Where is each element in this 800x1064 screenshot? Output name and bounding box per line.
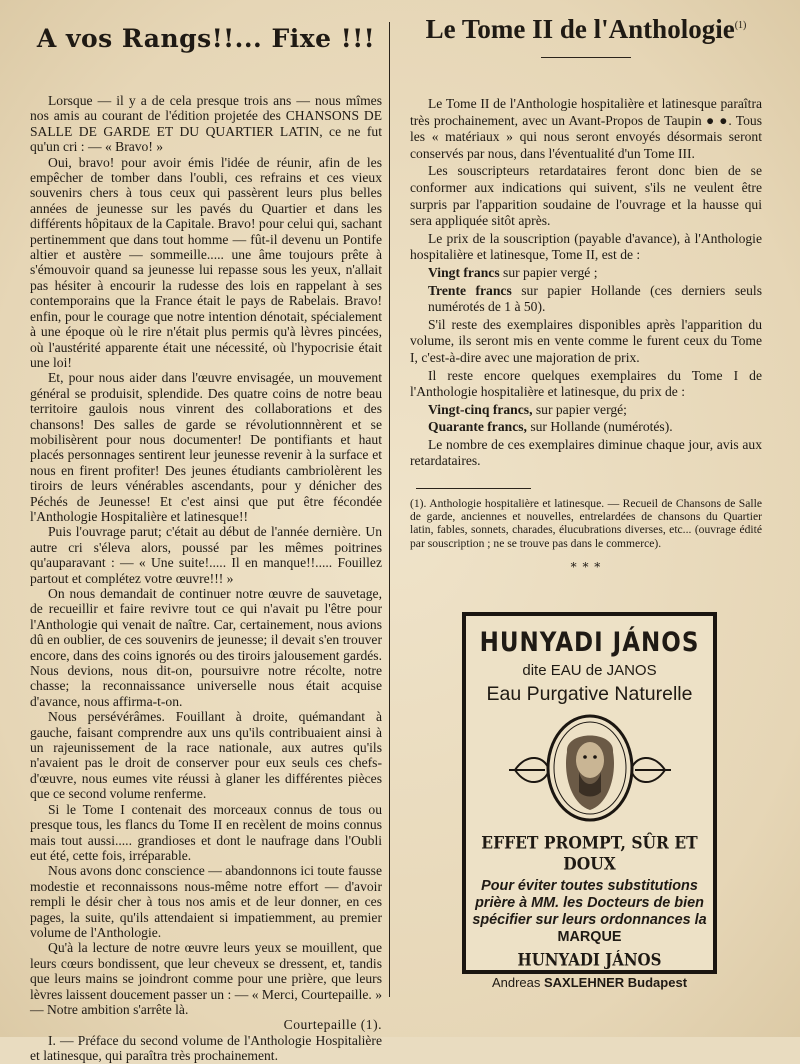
price-label: Trente francs <box>428 282 512 298</box>
title-footnote-marker: (1) <box>734 20 747 31</box>
left-paragraph: Si le Tome I contenait des morceaux connus de tous ou presque tous, les flancs du Tome II en recèlent de moins connus mais tout aussi..... grandioses et dont le naufrage dans l'Oubli eut été, cette fois, irréparable. <box>30 801 382 863</box>
left-article-title: A vos Rangs!!... Fixe !!! <box>36 24 376 53</box>
right-article-title <box>410 14 762 45</box>
left-article-body <box>30 93 382 1064</box>
title-rule <box>541 57 631 58</box>
right-paragraph: Le nombre de ces exemplaires diminue chaque jour, avis aux retardataires. <box>410 436 762 469</box>
ad-tagline: EFFET PROMPT, SÛR ET DOUX <box>481 832 698 874</box>
right-paragraph: S'il reste des exemplaires disponibles après l'apparition du volume, ils seront mis en vente comme le furent ceux du Tome I, c'est-à-dire avec une majoration de prix. <box>410 316 762 365</box>
price-line <box>410 283 762 316</box>
column-divider <box>389 22 390 997</box>
right-footnote: (1). Anthologie hospitalière et latinesque. — Recueil de Chansons de Salle de garde, anciennes et nouvelles, entrelardées de chansons du Quartier latin, fables, sonnets, charades, élucubrations diverses, etc... (ouvrage édité par souscription ; ne se trouve pas dans le commerce). <box>410 497 762 550</box>
right-column <box>410 14 762 582</box>
right-paragraph: Le prix de la souscription (payable d'avance), à l'Anthologie hospitalière et latinesque, Tome II, est de : <box>410 230 762 263</box>
price-line <box>410 265 762 282</box>
portrait-illustration <box>505 712 675 824</box>
right-article-body <box>410 96 762 470</box>
right-paragraph: Il reste encore quelques exemplaires du Tome I de l'Anthologie hospitalière et latinesque, du prix de : <box>410 367 762 400</box>
ad-brand-name: HUNYADI JÁNOS <box>479 628 700 658</box>
ad-product-line: Eau Purgative Naturelle <box>486 683 693 705</box>
price-detail: sur papier Hollande (ces derniers seuls numérotés de 1 à 50). <box>428 282 763 315</box>
ad-subtitle: dite EAU de JANOS <box>522 662 657 679</box>
ad-marque: MARQUE <box>557 929 622 945</box>
price-label: Vingt-cinq francs, <box>428 401 533 417</box>
right-paragraph: Le Tome II de l'Anthologie hospitalière et latinesque paraîtra très prochainement, avec un Avant-Propos de Taupin ● ●. Tous les « matériaux » qui nous seront envoyés désormais seront conservés par nous, dans l'éventualité d'un Tome III. <box>410 96 762 161</box>
right-title-text: Le Tome II de l'Anthologie <box>425 14 735 44</box>
ad-manufacturer <box>466 975 713 990</box>
price-label: Vingt francs <box>428 264 500 280</box>
left-paragraph: Lorsque — il y a de cela presque trois ans — nous mîmes nos amis au courant de l'édition projetée des CHANSONS DE SALLE DE GARDE ET DU QUARTIER LATIN, ce ne fut qu'un cri : — « Bravo! » <box>30 93 382 155</box>
left-paragraph: On nous demandait de continuer notre œuvre de sauvetage, de recueillir et faire revivre tout ce qui n'avait pu l'être pour l'Anthologie qui venait de naître. Car, certainement, nous avions dû en oublier, de ces souvenirs de jeunesse; il devait s'en trouver encore, dans des coins ignorés ou des tiroirs jalousement gardés. Nous devions, nous dit-on, poursuivre notre récolte, notre chasse; la reconnaissance universelle nous était acquise d'avance, nous affirma-t-on. <box>30 586 382 709</box>
left-paragraph: Nous avons donc conscience — abandonnons ici toute fausse modestie et reconnaissons nous-même notre effort — d'avoir rempli le désir cher à tous nos amis et de leur donner, en ces pages, la suite, qu'ils attendaient si impatiemment, au premier volume de l'Anthologie. <box>30 863 382 940</box>
price-detail: sur papier vergé; <box>532 401 627 417</box>
ad-maker-first: Andreas <box>491 975 544 990</box>
left-paragraph: Puis l'ouvrage parut; c'était au début de l'année dernière. Un autre cri s'éleva alors, poussé par les mêmes poitrines qu'auparavant : — « Une suite!..... Il en manque!!..... Fouillez partout et complétez votre œuvre!!! » <box>30 524 382 586</box>
hunyadi-janos-advertisement <box>462 612 717 990</box>
price-detail: sur papier vergé ; <box>499 264 598 280</box>
footnote-rule <box>416 488 531 489</box>
left-paragraph: Nous persévérâmes. Fouillant à droite, quémandant à gauche, faisant comprendre aux uns qu'ils contribuaient ainsi à un rajeunissement de la race nationale, aux autres qu'ils n'avaient pas le droit de conserver pour eux seuls ces chefs-d'œuvre, nous eumes vite réussi à glaner les différentes pièces que ce second volume renferme. <box>30 709 382 802</box>
left-paragraph: Et, pour nous aider dans l'œuvre envisagée, un mouvement général se produisit, splendide. Des quatre coins de notre beau territoire gaulois nous vinrent des collaborations et des chansons! Des salles de garde se révolutionnnèrent et se mobilisèrent pour nous documenter! De pontifiants et haut placés personnages sentirent leur jeunesse revenir à la surface et nous en firent profiter! Des jeunes étudiants cambriolèrent les tiroirs de leurs vénérables ascendants, pour y dénicher des Péchés de Jeunesse! Et c'est ainsi que put être fécondée l'Anthologie Hospitalière et latinesque!! <box>30 370 382 524</box>
author-signature: Courtepaille (1). <box>283 1017 382 1033</box>
left-paragraph: Qu'à la lecture de notre œuvre leurs yeux se mouillent, que leurs cœurs bondissent, que leur cheveux se dressent, et, tandis que leurs mains se joindront comme pour une prière, que leurs lèvres laissent doucement passer un : — « Merci, Courtepaille. » — Notre ambition s'arrête là. <box>30 940 382 1017</box>
right-paragraph: Les souscripteurs retardataires feront donc bien de se conformer aux indications qui suivent, s'ils ne veulent être surpris par l'apparition soudaine de l'ouvrage et la hausse qui sera appliquée sitôt après. <box>410 163 762 229</box>
price-label: Quarante francs, <box>428 419 527 435</box>
price-line <box>410 419 762 436</box>
price-detail: sur Hollande (numérotés). <box>526 419 673 435</box>
ad-maker-name: SAXLEHNER Budapest <box>544 975 688 990</box>
left-paragraph: Oui, bravo! pour avoir émis l'idée de réunir, afin de les empêcher de tomber dans l'oubli, ces refrains et ces vieux souvenirs chers à tous ceux qui passèrent leurs plus belles années de jeunesse sur les pavés du Quartier et dans les différents hôpitaux de la Capitale. Bravo! pour celui qui, sachant pertinemment que dans tout homme — fût-il devenu un Pontife altier et austère — sommeille..... une âme toujours prête à s'émouvoir quand sa jeunesse lui repasse sous les yeux, n'allait pas hésiter à encourir la rudesse des lois en rappelant à ses contemporains que la France était le pays de Rabelais. Bravo! enfin, pour le courage que notre intention dénotait, spécialement à une époque où le rire n'était plus permis qu'à lèvres pincées, où l'austérité apparente était une nécessité, où l'hypocrisie était une loi! <box>30 154 382 370</box>
price-line <box>410 402 762 419</box>
ad-brand-name-repeat: HUNYADI JÁNOS <box>517 950 662 970</box>
asterism: * * * <box>570 559 602 574</box>
left-column <box>30 14 382 1064</box>
left-footnote: I. — Préface du second volume de l'Anthologie Hospitalière et latinesque, qui paraîtra très prochainement. <box>30 1032 382 1064</box>
ad-recommendation-text: Pour éviter toutes substitutions prière à MM. les Docteurs de bien spécifier sur leurs ordonnances la <box>472 878 707 928</box>
ad-recommendation <box>466 878 713 946</box>
